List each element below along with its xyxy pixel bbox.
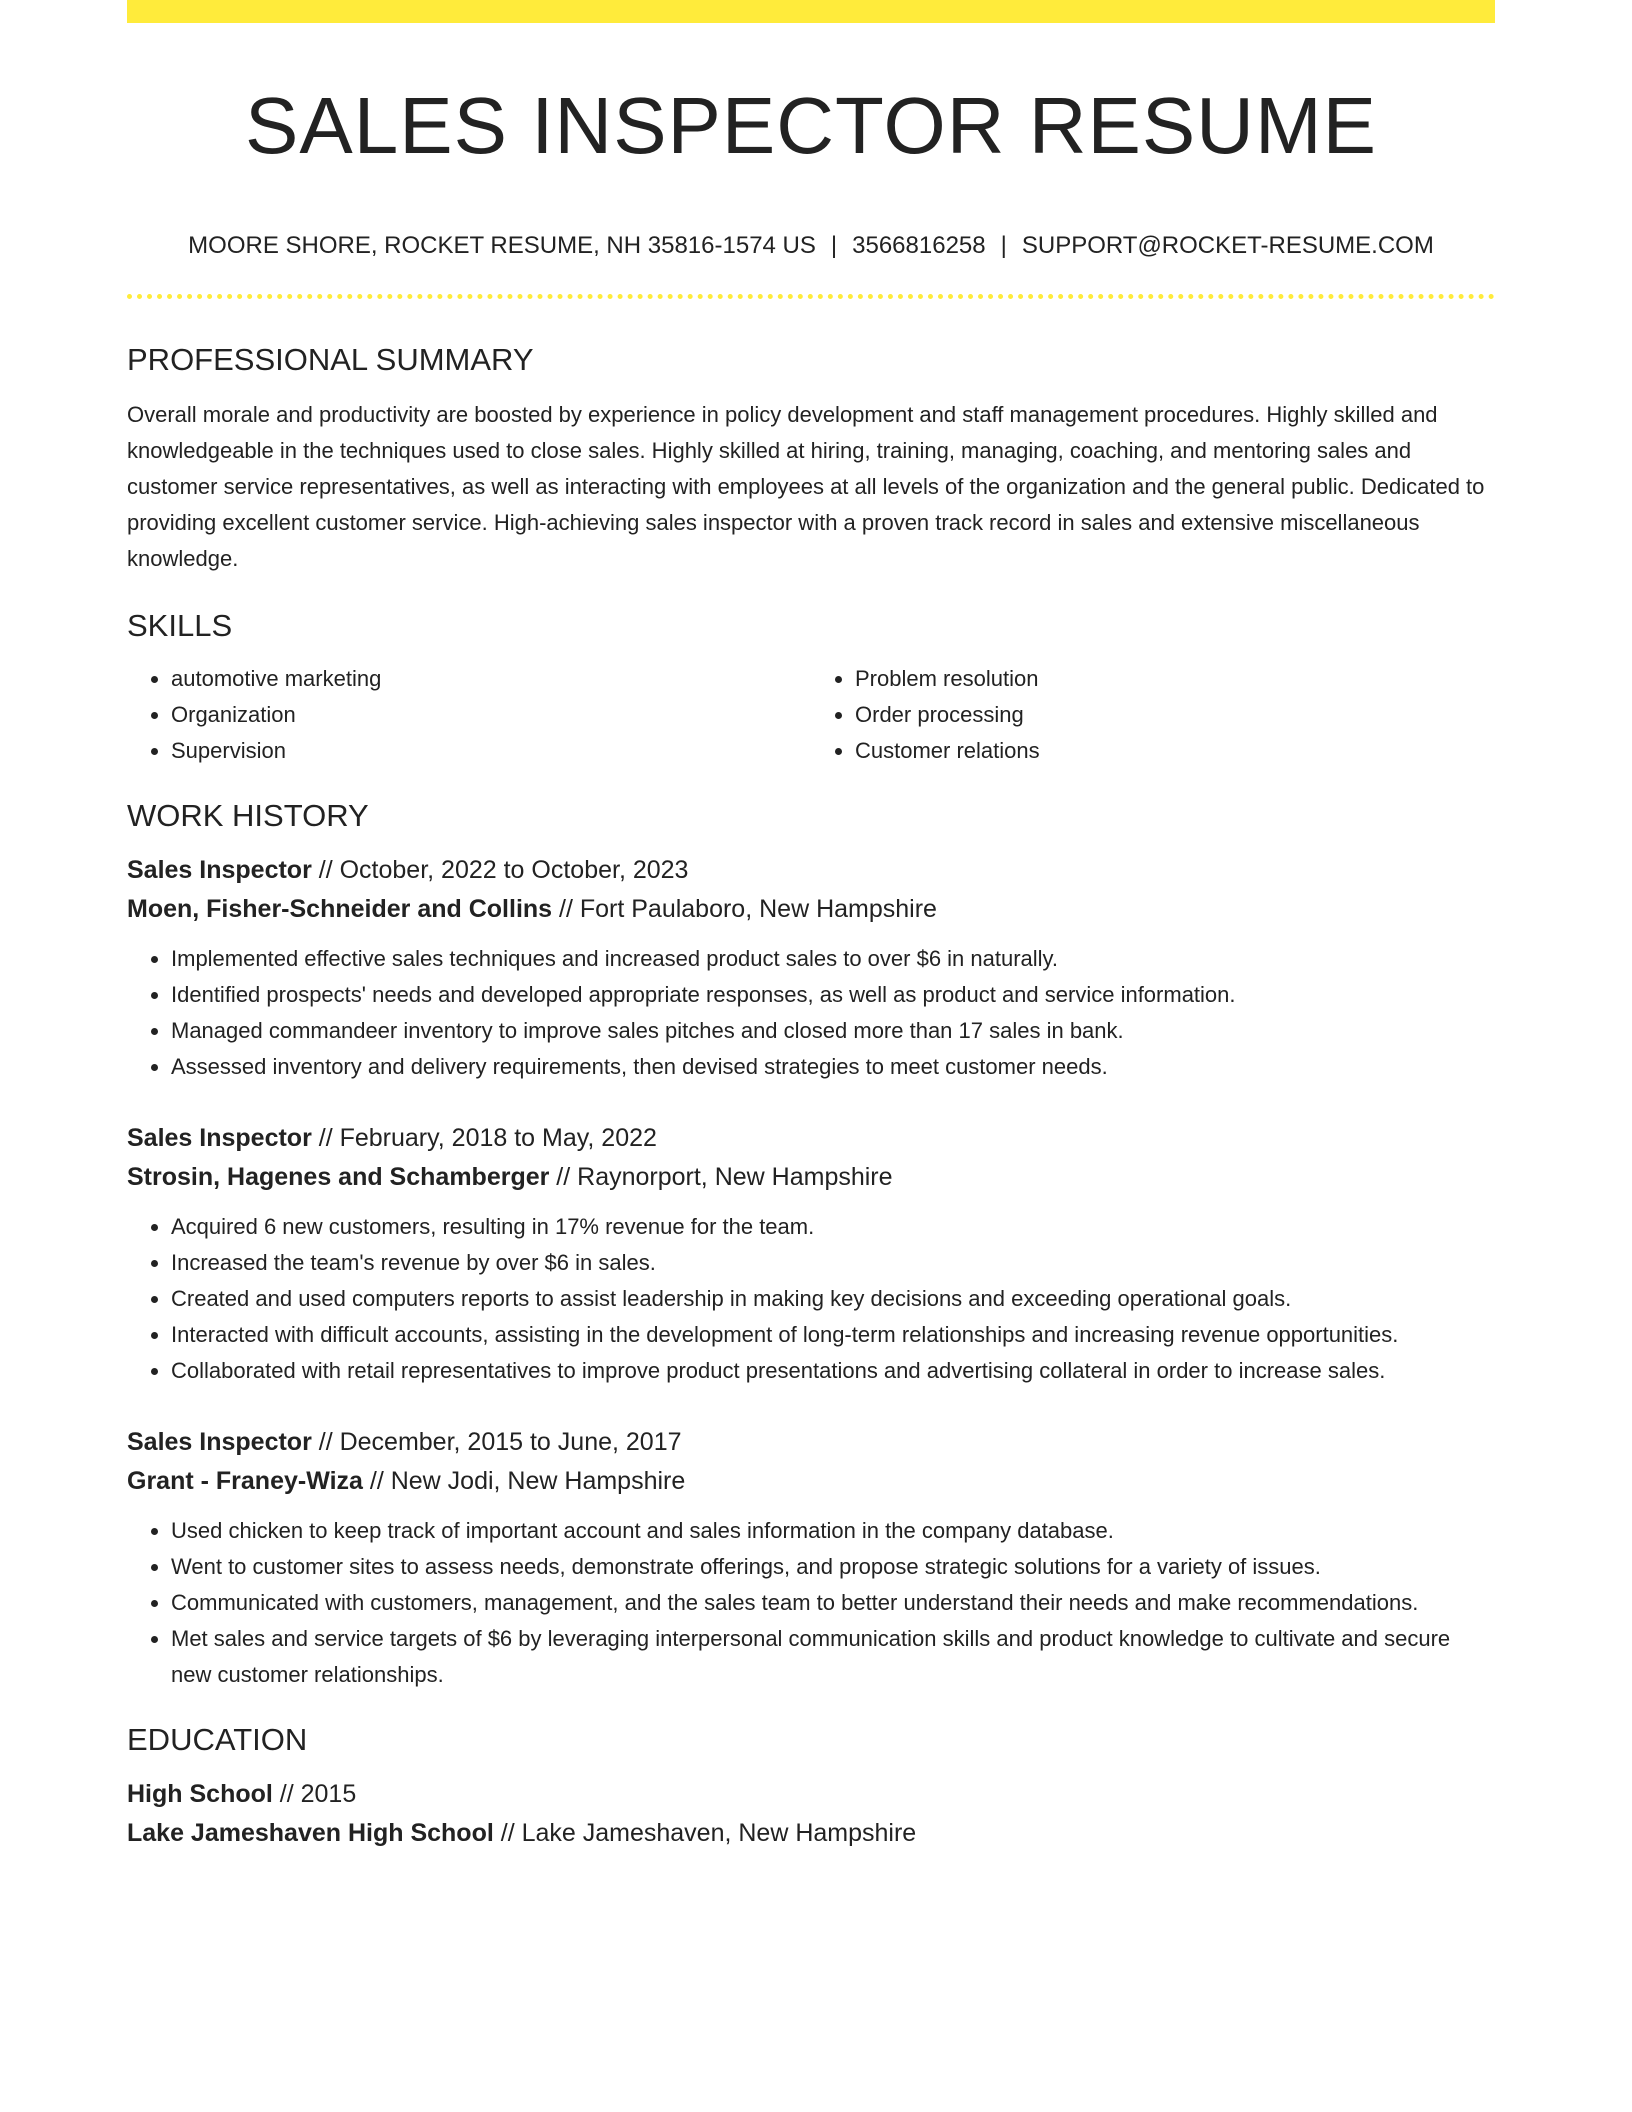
education-school: Lake Jameshaven High School bbox=[127, 1819, 494, 1847]
contact-email: SUPPORT@ROCKET-RESUME.COM bbox=[1021, 232, 1434, 259]
contact-line bbox=[127, 234, 1495, 258]
page-title: SALES INSPECTOR RESUME bbox=[245, 81, 1377, 170]
job-bullet: • Created and used computers reports to assist leadership in making key decisions and exceeding operational goals. bbox=[171, 1281, 1495, 1317]
education-degree-line bbox=[127, 1775, 1495, 1814]
dotted-divider bbox=[127, 294, 1495, 299]
job-title: Sales Inspector bbox=[127, 1124, 312, 1152]
job-company-line bbox=[127, 890, 1495, 929]
skill-item: • Supervision bbox=[171, 733, 811, 769]
summary-text: Overall morale and productivity are boosted by experience in policy development and staff management procedures. Highly skilled and knowledgeable in the techniques used to close sales. Highly skilled at hiring, training, managing, coaching, and mentoring sales and customer service representatives, as well as interacting with employees at all levels of the organization and the general public. Dedicated to providing excellent customer service. High-achieving sales inspector with a proven track record in sales and extensive miscellaneous knowledge. bbox=[127, 402, 1485, 571]
skill-item: • automotive marketing bbox=[171, 661, 811, 697]
job-bullet: • Acquired 6 new customers, resulting in 17% revenue for the team. bbox=[171, 1209, 1495, 1245]
contact-address: MOORE SHORE, ROCKET RESUME, NH 35816-1574 US bbox=[188, 232, 816, 259]
skill-item: • Customer relations bbox=[855, 733, 1495, 769]
job-title-line bbox=[127, 851, 1495, 890]
education-heading: EDUCATION bbox=[127, 1722, 308, 1757]
education-year: // 2015 bbox=[272, 1780, 357, 1808]
job-title-line bbox=[127, 1119, 1495, 1158]
job-company-line bbox=[127, 1462, 1495, 1501]
job-bullet: • Communicated with customers, management, and the sales team to better understand their needs and make recommendations. bbox=[171, 1585, 1495, 1621]
job-company: Moen, Fisher-Schneider and Collins bbox=[127, 895, 553, 923]
job-bullet: • Increased the team's revenue by over $6 in sales. bbox=[171, 1245, 1495, 1281]
job-bullet: • Went to customer sites to assess needs, demonstrate offerings, and propose strategic solutions for a variety of issues. bbox=[171, 1549, 1495, 1585]
job-entry bbox=[127, 851, 1495, 1085]
job-dates: // December, 2015 to June, 2017 bbox=[311, 1428, 682, 1456]
job-company: Strosin, Hagenes and Schamberger bbox=[127, 1163, 550, 1191]
education-school-line bbox=[127, 1814, 1495, 1853]
job-entry bbox=[127, 1119, 1495, 1389]
job-bullet: • Interacted with difficult accounts, assisting in the development of long-term relationships and increasing revenue opportunities. bbox=[171, 1317, 1495, 1353]
job-location: // New Jodi, New Hampshire bbox=[362, 1467, 686, 1495]
job-location: // Raynorport, New Hampshire bbox=[549, 1163, 893, 1191]
work-history-heading: WORK HISTORY bbox=[127, 798, 369, 833]
job-dates: // October, 2022 to October, 2023 bbox=[311, 856, 689, 884]
summary-heading: PROFESSIONAL SUMMARY bbox=[127, 342, 534, 377]
contact-separator: | bbox=[830, 232, 838, 259]
job-bullet: • Met sales and service targets of $6 by leveraging interpersonal communication skills and product knowledge to cultivate and secure new customer relationships. bbox=[171, 1621, 1495, 1693]
skills-heading: SKILLS bbox=[127, 608, 233, 643]
job-bullet: • Identified prospects' needs and developed appropriate responses, as well as product and service information. bbox=[171, 977, 1495, 1013]
skill-item: • Organization bbox=[171, 697, 811, 733]
job-bullet: • Collaborated with retail representatives to improve product presentations and advertising collateral in order to increase sales. bbox=[171, 1353, 1495, 1389]
job-entry bbox=[127, 1423, 1495, 1693]
job-location: // Fort Paulaboro, New Hampshire bbox=[552, 895, 937, 923]
job-bullets bbox=[127, 1209, 1495, 1389]
job-title: Sales Inspector bbox=[127, 1428, 312, 1456]
job-bullet: • Implemented effective sales techniques and increased product sales to over $6 in naturally. bbox=[171, 941, 1495, 977]
job-bullets bbox=[127, 1513, 1495, 1693]
resume-page bbox=[127, 0, 1495, 1853]
job-dates: // February, 2018 to May, 2022 bbox=[311, 1124, 657, 1152]
education-degree: High School bbox=[127, 1780, 273, 1808]
job-bullet: • Assessed inventory and delivery requirements, then devised strategies to meet customer needs. bbox=[171, 1049, 1495, 1085]
job-title: Sales Inspector bbox=[127, 856, 312, 884]
top-accent-bar bbox=[127, 0, 1495, 23]
job-company: Grant - Franey-Wiza bbox=[127, 1467, 363, 1495]
skill-item: • Order processing bbox=[855, 697, 1495, 733]
job-bullet: • Used chicken to keep track of important account and sales information in the company database. bbox=[171, 1513, 1495, 1549]
education-location: // Lake Jameshaven, New Hampshire bbox=[493, 1819, 917, 1847]
job-bullets bbox=[127, 941, 1495, 1085]
job-company-line bbox=[127, 1158, 1495, 1197]
contact-separator: | bbox=[1000, 232, 1007, 259]
job-bullet: • Managed commandeer inventory to improve sales pitches and closed more than 17 sales in bank. bbox=[171, 1013, 1495, 1049]
job-title-line bbox=[127, 1423, 1495, 1462]
skills-column-left bbox=[127, 661, 811, 769]
education-entry bbox=[127, 1775, 1495, 1853]
skills-column-right bbox=[811, 661, 1495, 769]
skill-item: • Problem resolution bbox=[855, 661, 1495, 697]
skills-list bbox=[127, 661, 1495, 769]
contact-phone: 3566816258 bbox=[852, 232, 986, 259]
